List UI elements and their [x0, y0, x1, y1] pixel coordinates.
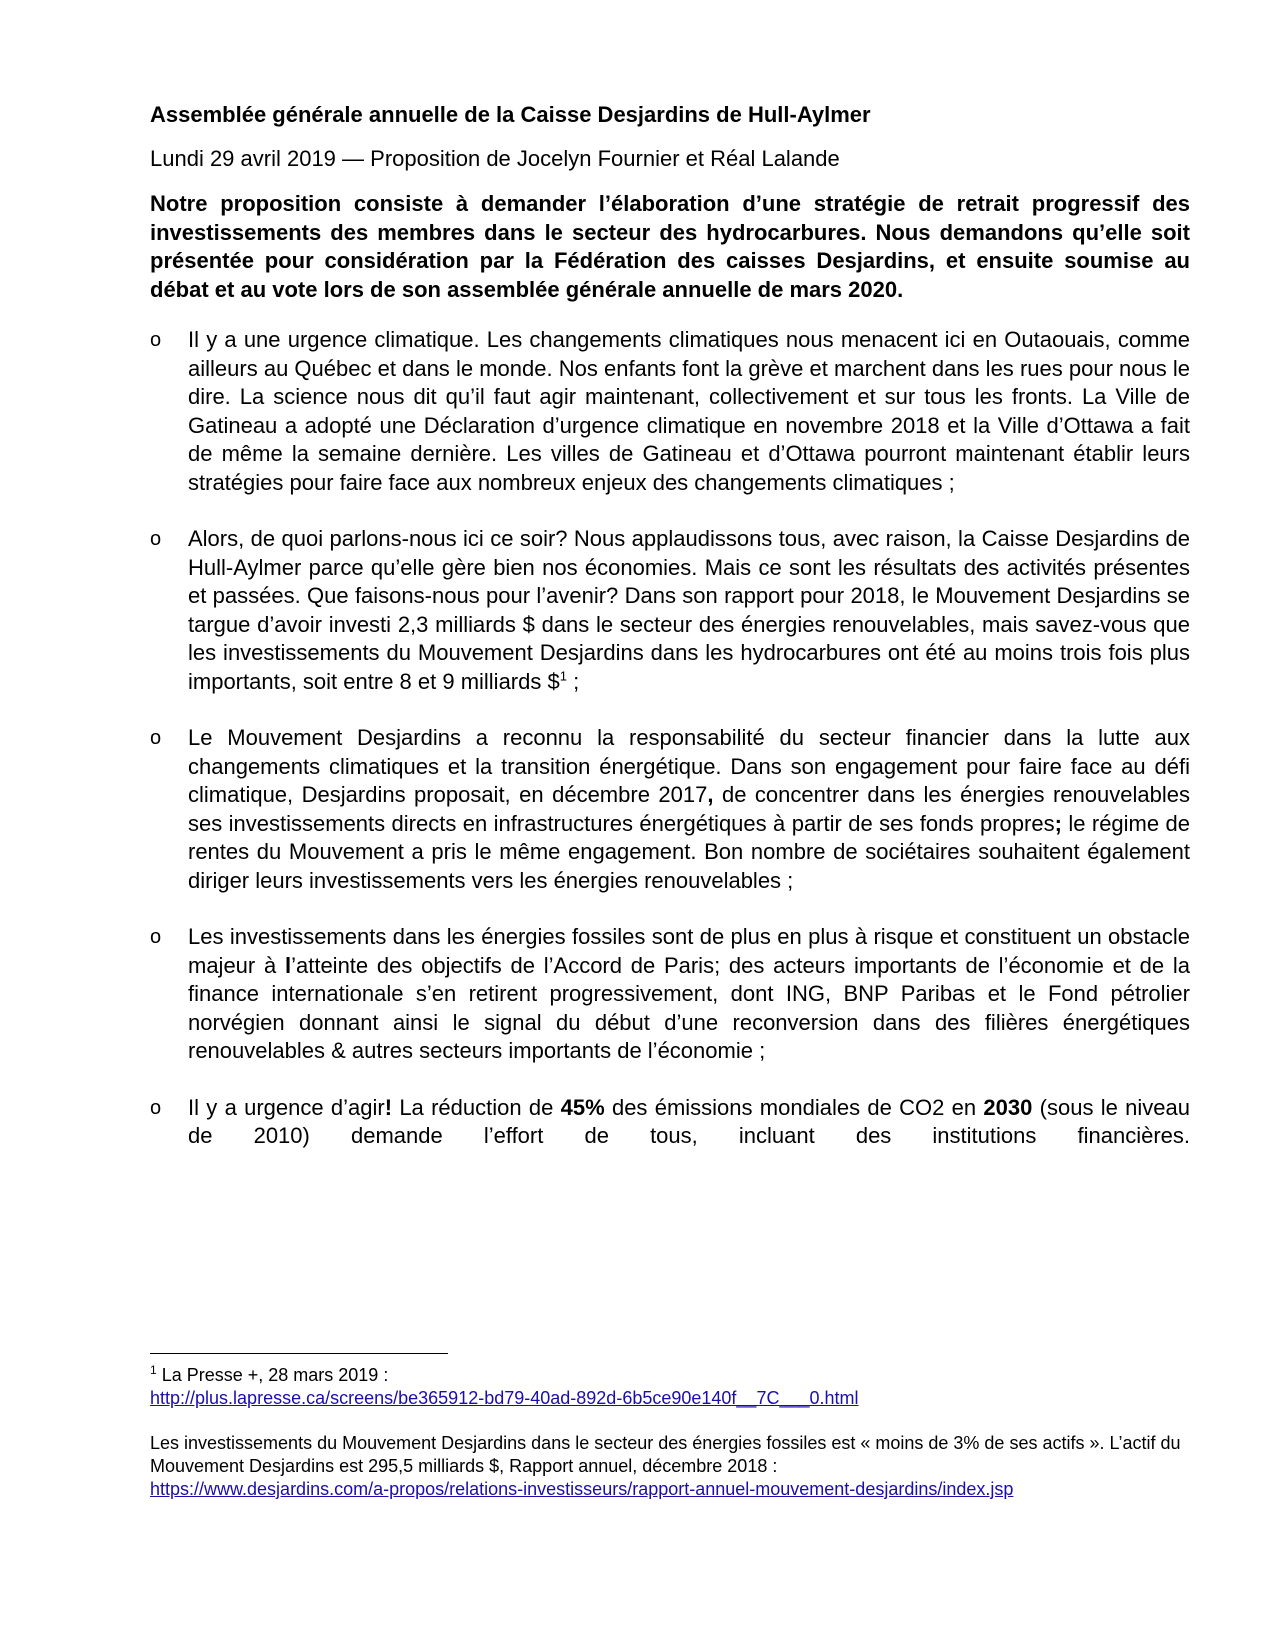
- bullet-text-part: Il y a urgence d’agir: [188, 1094, 385, 1120]
- list-item: [150, 724, 1190, 895]
- footnotes-section: [150, 1353, 1190, 1501]
- bold-text: ,: [707, 782, 714, 807]
- bold-text: !: [384, 1094, 393, 1120]
- footnote-note-text: Les investissements du Mouvement Desjardins dans le secteur des énergies fossiles est « moins de 3% de ses actifs ». L’actif du Mouvement Desjardins est 295,5 milliards $, Rapport annuel, décembre 2018 :: [150, 1433, 1181, 1476]
- bullet-marker: o: [150, 926, 162, 948]
- bullet-text-part: Les investissements dans les énergies fossiles sont de plus en plus à risque et constituent un obstacle majeur à: [188, 924, 1190, 978]
- bullet-text: [188, 525, 1190, 696]
- bullet-text-part: ’atteinte des objectifs de l’Accord de Paris; des acteurs importants de l’économie et de la finance internationale s’en retirent progressivement, dont ING, BNP Paribas et le Fond pétrolier norvégien donnant ainsi le signal du début d’une reconversion dans des filières énergétiques renouvelables & autres secteurs importants de l’économie ;: [188, 952, 1190, 1063]
- bullet-text-part: La réduction de: [392, 1094, 561, 1120]
- bold-text: l: [284, 952, 292, 978]
- footnote-1-link-line: [150, 1387, 1190, 1410]
- bullet-text: [188, 326, 1190, 497]
- document-subtitle: Lundi 29 avril 2019 — Proposition de Jocelyn Fournier et Réal Lalande: [150, 146, 840, 171]
- footnote-separator: [150, 1353, 448, 1354]
- bullet-text: [188, 724, 1190, 895]
- footnote-note: [150, 1432, 1190, 1478]
- bold-text: ;: [1054, 810, 1062, 836]
- bullet-text: [188, 1094, 1190, 1151]
- footnote-1-link[interactable]: http://plus.lapresse.ca/screens/be365912-bd79-40ad-892d-6b5ce90e140f__7C___0.html: [150, 1388, 859, 1408]
- bullet-marker: o: [150, 528, 162, 550]
- document-title: Assemblée générale annuelle de la Caisse Desjardins de Hull-Aylmer: [150, 102, 871, 127]
- list-item: [150, 923, 1190, 1066]
- bullet-marker: o: [150, 329, 162, 351]
- bullet-text-part: Il y a une urgence climatique. Les changements climatiques nous menacent ici en Outaouais, comme ailleurs au Québec et dans le monde. Nos enfants font la grève et marchent dans les rues pour nous le dire. La science nous dit qu’il faut agir maintenant, collectivement et sur tous les fronts. La Ville de Gatineau a adopté une Déclaration d’urgence climatique en novembre 2018 et la Ville d’Ottawa a fait de même la semaine dernière. Les villes de Gatineau et d’Ottawa pourront maintenant établir leurs stratégies pour faire face aux nombreux enjeux des changements climatiques ;: [188, 327, 1190, 495]
- bold-text: 45%: [560, 1094, 605, 1120]
- footnote-reference: 1: [559, 668, 567, 684]
- list-item: [150, 525, 1190, 696]
- proposal-statement: Notre proposition consiste à demander l’élaboration d’une stratégie de retrait progressif des investissements des membres dans le secteur des hydrocarbures. Nous demandons qu’elle soit présentée pour considération par la Fédération des caisses Desjardins, et ensuite soumise au débat et au vote lors de son assemblée générale annuelle de mars 2020.: [150, 191, 1190, 302]
- bullet-text: [188, 923, 1190, 1066]
- bullet-text-part: de concentrer dans les énergies renouvelables ses investissements directs en infrastructures énergétiques à partir de ses fonds propres: [188, 782, 1190, 836]
- bullet-marker: o: [150, 727, 162, 749]
- list-item: [150, 1094, 1190, 1151]
- footnote-text: La Presse +, 28 mars 2019 :: [156, 1365, 389, 1385]
- footnote-1: [150, 1364, 1190, 1387]
- footnote-note-link-line: [150, 1478, 1190, 1501]
- footnote-note-link[interactable]: https://www.desjardins.com/a-propos/relations-investisseurs/rapport-annuel-mouvement-desjardins/index.jsp: [150, 1479, 1014, 1499]
- bullet-text-part: Le Mouvement Desjardins a reconnu la responsabilité du secteur financier dans la lutte aux changements climatiques et la transition énergétique. Dans son engagement pour faire face au défi climatique, Desjardins proposait, en décembre 2017: [188, 725, 1190, 807]
- list-item: [150, 326, 1190, 497]
- bullet-text-part: ;: [566, 668, 580, 694]
- argument-list: [150, 326, 1190, 1151]
- document-body: [150, 100, 1190, 1151]
- bullet-text-part: (sous le niveau de 2010) demande l’effort de tous, incluant des institutions financières.: [188, 1094, 1190, 1148]
- bullet-marker: o: [150, 1096, 162, 1119]
- bullet-text-part: des émissions mondiales de CO2 en: [604, 1094, 984, 1120]
- bold-text: 2030: [983, 1094, 1033, 1120]
- bullet-text-part: le régime de rentes du Mouvement a pris le même engagement. Bon nombre de sociétaires souhaitent également diriger leurs investissements vers les énergies renouvelables ;: [188, 810, 1190, 893]
- footnote-spacer: [150, 1410, 1190, 1432]
- bullet-text-part: Alors, de quoi parlons-nous ici ce soir? Nous applaudissons tous, avec raison, la Caisse Desjardins de Hull-Aylmer parce qu’elle gère bien nos économies. Mais ce sont les résultats des activités présentes et passées. Que faisons-nous pour l’avenir? Dans son rapport pour 2018, le Mouvement Desjardins se targue d’avoir investi 2,3 milliards $ dans le secteur des énergies renouvelables, mais savez-vous que les investissements du Mouvement Desjardins dans les hydrocarbures ont été au moins trois fois plus importants, soit entre 8 et 9 milliards $: [188, 526, 1190, 694]
- footnote-number: 1: [150, 1363, 157, 1377]
